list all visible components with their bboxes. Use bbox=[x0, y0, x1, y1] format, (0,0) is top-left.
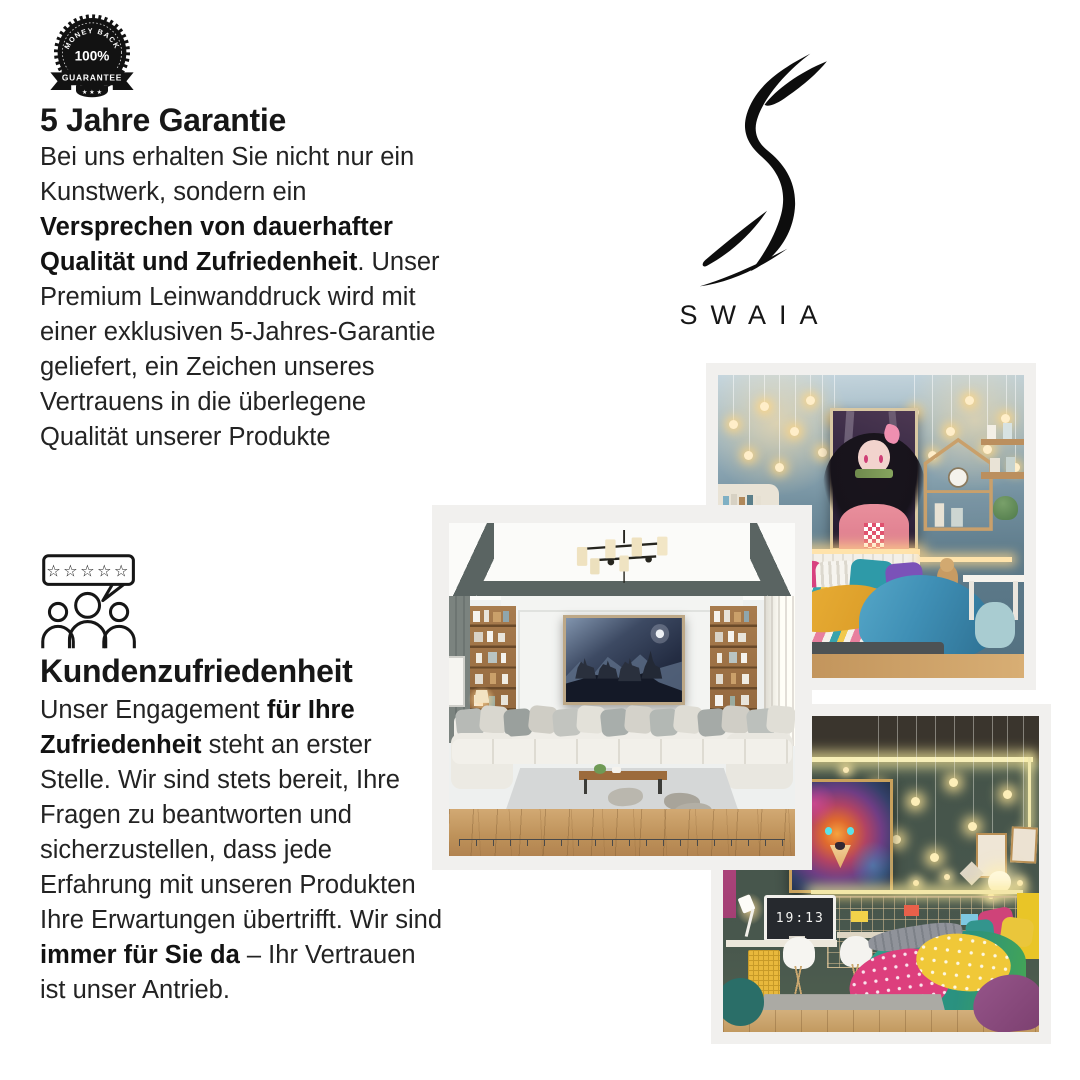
light-cord bbox=[733, 375, 734, 423]
measuring-ruler bbox=[459, 839, 784, 846]
light-bulb bbox=[760, 402, 769, 411]
hardwood-floor bbox=[449, 809, 795, 856]
living-room-photo bbox=[449, 523, 795, 856]
light-cord bbox=[749, 375, 750, 454]
light-bulb bbox=[1003, 790, 1012, 799]
light-cord bbox=[1006, 375, 1007, 417]
light-bulb bbox=[818, 448, 827, 457]
lion-eye bbox=[825, 827, 832, 835]
badge-center-text: 100% bbox=[74, 48, 110, 64]
light-cord bbox=[914, 375, 915, 411]
sofa-pillow bbox=[766, 705, 795, 734]
monitor-clock: 19:13 bbox=[775, 910, 825, 926]
photo-card-living-room bbox=[432, 505, 812, 870]
desk-left bbox=[726, 940, 837, 946]
light-cord bbox=[795, 375, 796, 430]
table-plant bbox=[594, 764, 606, 773]
light-bulb bbox=[744, 451, 753, 460]
white-chair bbox=[783, 937, 815, 969]
light-cord bbox=[878, 716, 879, 786]
house-shelf bbox=[923, 433, 993, 536]
light-bulb bbox=[965, 396, 974, 405]
guarantee-heading: 5 Jahre Garantie bbox=[40, 102, 286, 138]
brand-name: SWAIA bbox=[679, 300, 831, 330]
light-cord bbox=[897, 716, 898, 836]
satisfaction-paragraph: Unser Engagement für Ihre Zufriedenheit steht an erster Stelle. Wir sind stets bereit, Ihre Fragen zu beantworten und sicherzustellen, dass jede Erfahrung mit unseren Produkten Ihre Erwartungen übertrifft. Wir sind immer für Sie da – Ihr Vertrauen ist unser Antrieb. bbox=[40, 696, 443, 1004]
light-cord bbox=[779, 375, 780, 466]
coffee-table bbox=[579, 771, 667, 780]
light-cord bbox=[954, 716, 955, 779]
light-bulb bbox=[968, 822, 977, 831]
badge-ribbon-text: GUARANTEE bbox=[61, 72, 123, 83]
hanging-plant bbox=[993, 496, 1017, 520]
light-bulb bbox=[930, 853, 939, 862]
light-bulb bbox=[1001, 414, 1010, 423]
light-bulb bbox=[729, 420, 738, 429]
light-cord bbox=[1023, 716, 1024, 836]
wall-frame bbox=[1010, 826, 1038, 863]
anime-canvas-art bbox=[830, 408, 919, 550]
light-cord bbox=[916, 716, 917, 798]
guarantee-paragraph: Bei uns erhalten Sie nicht nur ein Kunstwerk, sondern ein Versprechen von dauerhafter Qualität und Zufriedenheit. Unser Premium Leinwanddruck wird mit einer exklusiven 5-Jahres-Garantie geliefert, ein Zeichen unseres Vertrauens in die überlegene Qualität unserer Produkte bbox=[40, 143, 440, 451]
badge-top-text: MONEY BACK bbox=[62, 26, 122, 51]
light-cord bbox=[1007, 716, 1008, 792]
light-cord bbox=[935, 716, 936, 855]
lion-eye bbox=[847, 827, 854, 835]
light-bulb bbox=[790, 427, 799, 436]
review-stars: ☆☆☆☆☆ bbox=[46, 561, 131, 581]
light-bulb bbox=[911, 797, 920, 806]
sofa-seat bbox=[452, 739, 791, 764]
light-cord bbox=[764, 375, 765, 405]
light-cord bbox=[822, 375, 823, 451]
light-bulb bbox=[775, 463, 784, 472]
monitor bbox=[764, 895, 836, 942]
light-bulb bbox=[806, 396, 815, 405]
satisfaction-heading: Kundenzufriedenheit bbox=[40, 653, 353, 689]
money-back-guarantee-badge-icon bbox=[44, 10, 140, 114]
light-cord bbox=[951, 375, 952, 430]
light-cord bbox=[1015, 375, 1016, 466]
light-cord bbox=[973, 716, 974, 823]
light-bulb bbox=[949, 778, 958, 787]
bamboo-muzzle bbox=[855, 469, 893, 479]
desk-chair bbox=[975, 602, 1015, 647]
customer-reviews-icon bbox=[38, 550, 162, 655]
checkered-obi bbox=[864, 523, 884, 548]
swaia-logo-mark bbox=[692, 48, 832, 294]
badge-stars: ★ ★ ★ bbox=[82, 89, 102, 96]
